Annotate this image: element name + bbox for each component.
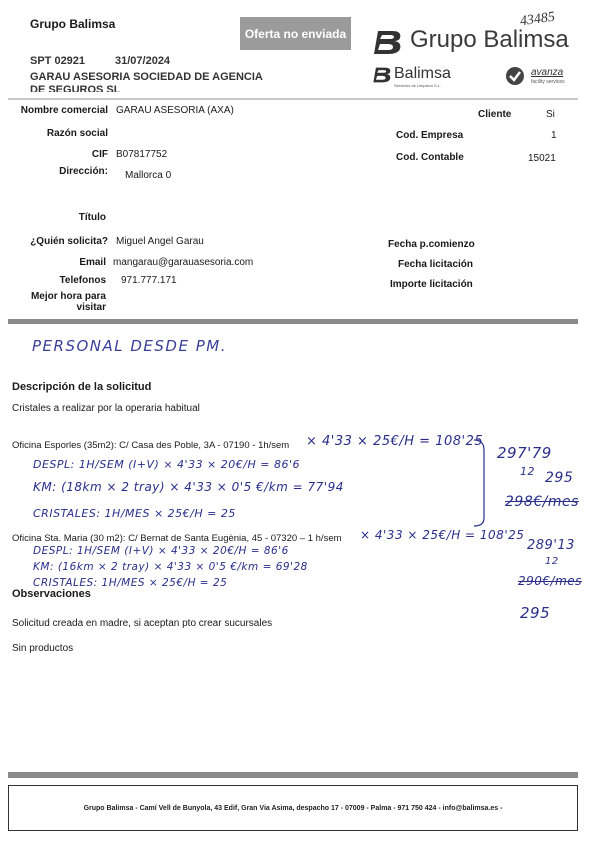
footer-text: Grupo Balimsa - Camí Vell de Bunyola, 43 Edif, Gran Via Asima, despacho 17 - 07009 - Palma - 971 750 424 - info@balimsa.es - bbox=[83, 804, 503, 812]
fecha-licitacion-label: Fecha licitación bbox=[398, 259, 474, 270]
razon-social-label: Razón social bbox=[46, 128, 108, 139]
footer-box bbox=[8, 785, 578, 831]
office1-line: Oficina Esporles (35m2): C/ Casa des Poble, 3A - 07190 - 1h/sem bbox=[12, 440, 290, 451]
offer-status-badge: Oferta no enviada bbox=[240, 17, 351, 50]
office2-line: Oficina Sta. Maria (30 m2): C/ Bernat de Santa Eugènia, 45 - 07320 – 1 h/sem bbox=[12, 533, 342, 544]
handwritten-note-personal: PERSONAL DESDE PM. bbox=[32, 337, 227, 355]
office2-hw-290: 290€/mes bbox=[518, 574, 582, 588]
cod-contable-value: 15021 bbox=[528, 153, 556, 164]
office1-hw-calc: × 4'33 × 25€/H = 108'25 bbox=[306, 434, 484, 449]
office1-hw-total: 297'79 bbox=[497, 444, 552, 462]
email-label: Email bbox=[79, 257, 106, 268]
office2-hw-line1: DESPL: 1H/SEM (I+V) × 4'33 × 20€/H = 86'6 bbox=[33, 545, 289, 557]
office1-hw-line3: CRISTALES: 1H/MES × 25€/H = 25 bbox=[33, 507, 236, 520]
titulo-label: Título bbox=[78, 212, 106, 223]
telefonos-label: Telefonos bbox=[59, 275, 106, 286]
office2-hw-calc: × 4'33 × 25€/H = 108'25 bbox=[360, 528, 525, 542]
importe-licitacion-label: Importe licitación bbox=[390, 279, 473, 290]
cif-label: CIF bbox=[91, 149, 108, 160]
office2-hw-295: 295 bbox=[520, 604, 551, 622]
cod-empresa-label: Cod. Empresa bbox=[396, 130, 464, 141]
cod-empresa-value: 1 bbox=[551, 130, 557, 141]
office1-hw-line2: KM: (18km × 2 tray) × 4'33 × 0'5 €/km = 77'94 bbox=[33, 480, 344, 494]
cliente-label: Cliente bbox=[478, 109, 512, 120]
company-name: Grupo Balimsa bbox=[30, 17, 116, 31]
handwritten-reference: 43485 bbox=[519, 9, 556, 30]
quien-solicita-label: ¿Quién solicita? bbox=[30, 236, 108, 247]
office1-hw-line1: DESPL: 1H/SEM (I+V) × 4'33 × 20€/H = 86'6 bbox=[33, 458, 300, 471]
mejor-hora-label: Mejor hora para visitar bbox=[30, 291, 106, 313]
descripcion-text: Cristales a realizar por la operaria habitual bbox=[12, 403, 200, 414]
header-divider bbox=[8, 98, 578, 100]
office2-hw-line2: KM: (16km × 2 tray) × 4'33 × 0'5 €/km = 69'28 bbox=[33, 561, 308, 573]
balimsa-b-icon bbox=[372, 27, 406, 55]
office2-hw-12: 12 bbox=[545, 556, 559, 567]
office2-hw-line3: CRISTALES: 1H/MES × 25€/H = 25 bbox=[33, 577, 228, 589]
section-divider bbox=[8, 319, 578, 324]
nombre-comercial-label: Nombre comercial bbox=[20, 105, 108, 116]
telefonos-value: 971.777.171 bbox=[121, 275, 177, 286]
office1-hw-295: 295 bbox=[545, 470, 574, 486]
observaciones-title: Observaciones bbox=[12, 588, 91, 600]
cod-contable-label: Cod. Contable bbox=[396, 152, 464, 163]
client-name-line2: DE SEGUROS SL bbox=[30, 84, 121, 92]
direccion-value: Mallorca 0 bbox=[125, 170, 172, 181]
avanza-check-icon bbox=[505, 66, 525, 86]
client-name-line1: GARAU ASESORIA SOCIEDAD DE AGENCIA bbox=[30, 71, 263, 83]
productos-text: Sin productos bbox=[12, 643, 74, 654]
cif-value: B07817752 bbox=[116, 149, 168, 160]
footer-divider bbox=[8, 772, 578, 778]
fecha-comienzo-label: Fecha p.comienzo bbox=[388, 239, 475, 250]
email-value[interactable]: mangarau@garauasesoria.com bbox=[113, 257, 254, 268]
avanza-logo: avanza facility services bbox=[505, 66, 575, 90]
office2-hw-total: 289'13 bbox=[527, 538, 575, 553]
office1-bracket bbox=[470, 438, 494, 530]
quien-solicita-value: Miguel Angel Garau bbox=[116, 236, 204, 247]
balimsa-small-b-icon bbox=[372, 65, 394, 83]
direccion-label: Dirección: bbox=[59, 166, 108, 177]
observaciones-text: Solicitud creada en madre, si aceptan pto crear sucursales bbox=[12, 618, 273, 629]
office1-hw-298: 298€/mes bbox=[505, 494, 579, 510]
offer-date: 31/07/2024 bbox=[115, 55, 171, 67]
nombre-comercial-value: GARAU ASESORIA (AXA) bbox=[116, 105, 234, 116]
balimsa-logo: Balimsa Servicios de Limpieza S.L. bbox=[372, 65, 472, 89]
grupo-balimsa-logo: Grupo Balimsa bbox=[372, 26, 572, 56]
offer-reference: SPT 02921 bbox=[30, 55, 86, 67]
office1-hw-12: 12 bbox=[520, 465, 535, 478]
cliente-value: Si bbox=[546, 109, 555, 120]
descripcion-title: Descripción de la solicitud bbox=[12, 381, 152, 393]
